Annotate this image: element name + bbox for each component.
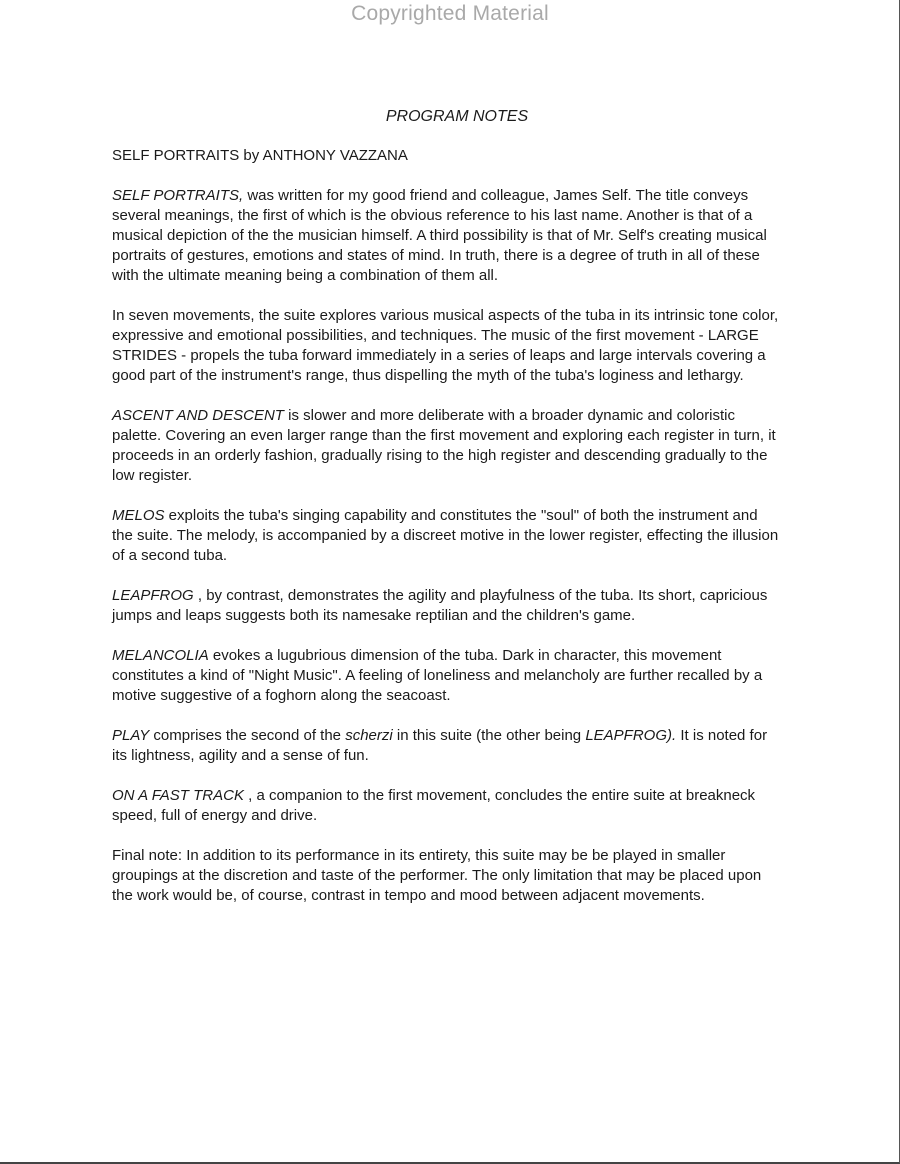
page-subtitle: SELF PORTRAITS by ANTHONY VAZZANA bbox=[112, 147, 408, 164]
paragraph-ascent-and-descent bbox=[112, 406, 780, 486]
paragraph-text: comprises the second of the bbox=[149, 727, 346, 744]
paragraph-text: evokes a lugubrious dimension of the tuba. Dark in character, this movement constitutes a kind of "Night Music". A feeling of loneliness and melancholy are further recalled by a motive suggestive of a foghorn along the seacoast. bbox=[112, 647, 763, 704]
paragraph-lead: PLAY bbox=[112, 727, 150, 744]
copyright-watermark: Copyrighted Material bbox=[351, 2, 549, 25]
paragraph-italic-term: scherzi bbox=[345, 727, 393, 744]
paragraph-lead: ON A FAST TRACK bbox=[112, 787, 244, 804]
paragraph-lead: SELF PORTRAITS, bbox=[112, 187, 244, 204]
paragraph-play bbox=[112, 726, 780, 766]
paragraph-lead: LEAPFROG bbox=[112, 587, 194, 604]
paragraph-leapfrog bbox=[112, 586, 780, 626]
paragraph-text: in this suite (the other being bbox=[392, 727, 586, 744]
paragraph-italic-term: LEAPFROG). bbox=[585, 727, 677, 744]
paragraph-text: is slower and more deliberate with a broader dynamic and coloristic palette. Covering an even larger range than the first movement and exploring each register in turn, it proceeds in an orderly fashion, gradually rising to the high register and descending gradually to the low register. bbox=[112, 407, 776, 484]
paragraph-lead: MELANCOLIA bbox=[112, 647, 209, 664]
paragraph-text: In seven movements, the suite explores various musical aspects of the tuba in its intrinsic tone color, expressive and emotional possibilities, and techniques. The music of the first movement - LARGE STRIDES - propels the tuba forward immediately in a series of leaps and large intervals covering a good part of the instrument's range, thus dispelling the myth of the tuba's loginess and lethargy. bbox=[112, 307, 779, 384]
paragraph-self-portraits bbox=[112, 186, 780, 286]
paragraph-text: It is noted for its lightness, agility and a sense of fun. bbox=[112, 727, 768, 764]
paragraph-text: , by contrast, demonstrates the agility and playfulness of the tuba. Its short, capricious jumps and leaps suggests both its namesake reptilian and the children's game. bbox=[112, 587, 768, 624]
paragraph-text: , a companion to the first movement, concludes the entire suite at breakneck speed, full of energy and drive. bbox=[112, 787, 756, 824]
paragraph-on-a-fast-track bbox=[112, 786, 780, 826]
page-title: PROGRAM NOTES bbox=[385, 108, 529, 125]
paragraph-seven-movements bbox=[112, 306, 780, 386]
paragraph-melancolia bbox=[112, 646, 780, 706]
paragraph-text: Final note: In addition to its performance in its entirety, this suite may be be played in smaller groupings at the discretion and taste of the performer. The only limitation that may be placed upon the work would be, of course, contrast in tempo and mood between adjacent movements. bbox=[112, 847, 762, 904]
paragraph-melos bbox=[112, 506, 780, 566]
program-notes-page bbox=[112, 107, 780, 926]
paragraph-text: exploits the tuba's singing capability and constitutes the "soul" of both the instrument and the suite. The melody, is accompanied by a discreet motive in the lower register, effecting the illusion of a second tuba. bbox=[112, 507, 779, 564]
paragraph-final-note bbox=[112, 846, 780, 906]
paragraph-text: was written for my good friend and colleague, James Self. The title conveys several meanings, the first of which is the obvious reference to his last name. Another is that of a musical depiction of the the musician himself. A third possibility is that of Mr. Self's creating musical portraits of gestures, emotions and states of mind. In truth, there is a degree of truth in all of these with the ultimate meaning being a combination of them all. bbox=[112, 187, 767, 284]
paragraph-lead: ASCENT AND DESCENT bbox=[112, 407, 284, 424]
paragraph-lead: MELOS bbox=[112, 507, 165, 524]
